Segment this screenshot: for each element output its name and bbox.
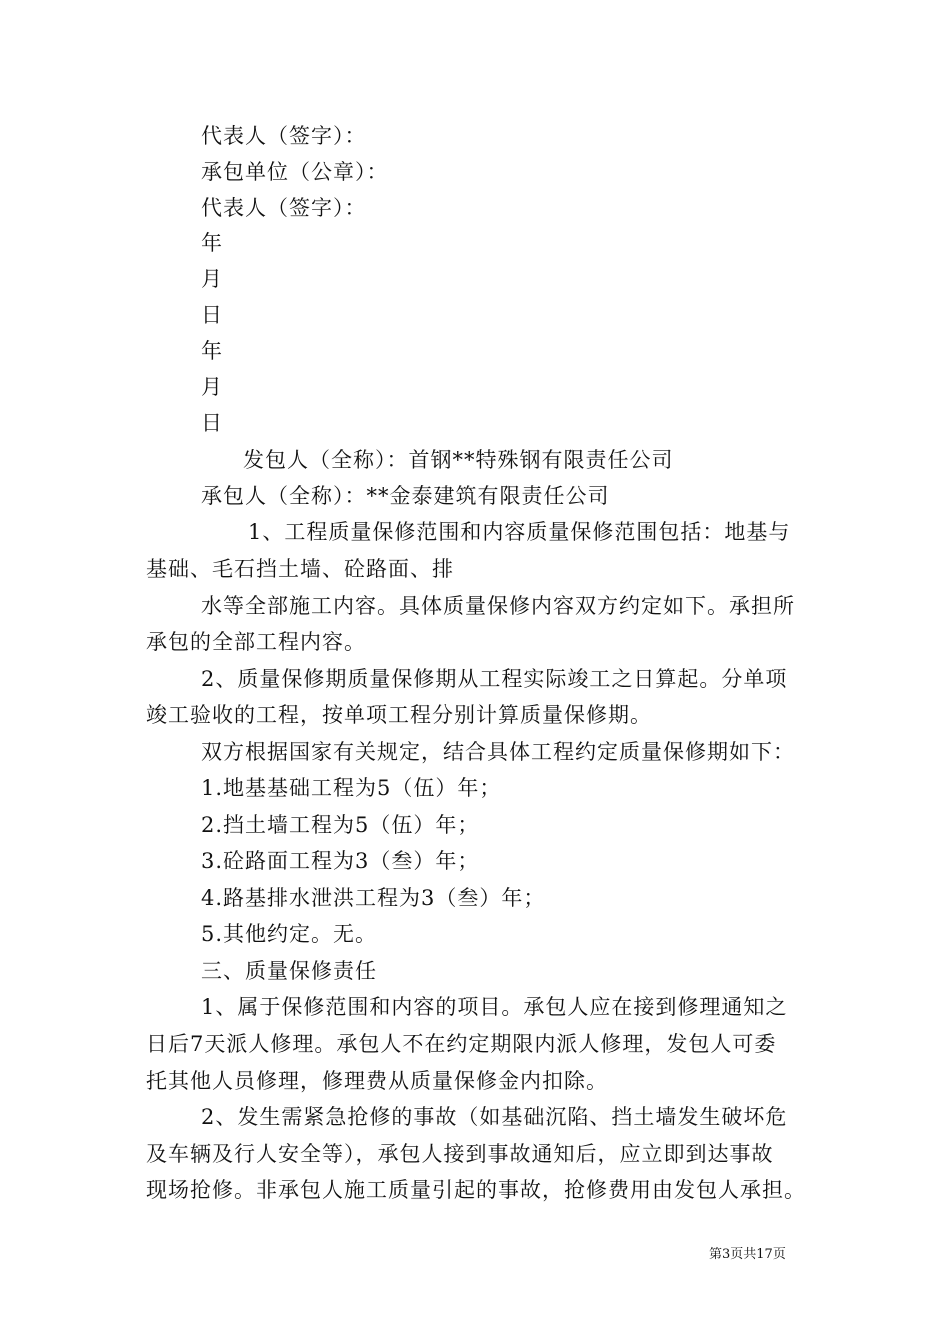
- date-month-2: 月: [201, 375, 223, 399]
- section2-line1: 2、质量保修期质量保修期从工程实际竣工之日算起。分单项: [201, 667, 788, 691]
- date-day-2: 日: [201, 411, 223, 435]
- warranty-item-4: 4.路基排水泄洪工程为3（叁）年；: [201, 886, 546, 910]
- section3-p2-line3: 现场抢修。非承包人施工质量引起的事故，抢修费用由发包人承担。: [146, 1178, 806, 1202]
- section2-line2: 竣工验收的工程，按单项工程分别计算质量保修期。: [146, 703, 652, 727]
- section3-p1-line2: 日后7天派人修理。承包人不在约定期限内派人修理，发包人可委: [146, 1032, 777, 1056]
- warranty-item-1: 1.地基基础工程为5（伍）年；: [201, 776, 502, 800]
- warranty-item-2: 2.挡土墙工程为5（伍）年；: [201, 813, 480, 837]
- representative-signature-1: 代表人（签字）：: [201, 124, 367, 148]
- section2-line3: 双方根据国家有关规定，结合具体工程约定质量保修期如下：: [201, 740, 795, 764]
- section3-p1-line1: 1、属于保修范围和内容的项目。承包人应在接到修理通知之: [201, 995, 788, 1019]
- date-year-1: 年: [201, 231, 223, 255]
- section1-line3: 水等全部施工内容。具体质量保修内容双方约定如下。承担所: [201, 594, 795, 618]
- contractor-unit-seal: 承包单位（公章）：: [201, 160, 389, 184]
- date-month-1: 月: [201, 267, 223, 291]
- section3-heading: 三、质量保修责任: [201, 959, 377, 983]
- warranty-item-3: 3.砼路面工程为3（叁）年；: [201, 849, 480, 873]
- section1-line1: 1、工程质量保修范围和内容质量保修范围包括：地基与: [248, 520, 791, 544]
- section3-p1-line3: 托其他人员修理，修理费从质量保修金内扣除。: [146, 1069, 608, 1093]
- section1-line2: 基础、毛石挡土墙、砼路面、排: [146, 557, 454, 581]
- representative-signature-2: 代表人（签字）：: [201, 196, 367, 220]
- page-number-footer: 第3页共17页: [709, 1247, 786, 1262]
- employer-name: 发包人（全称）：首钢**特殊钢有限责任公司: [243, 448, 674, 472]
- date-year-2: 年: [201, 339, 223, 363]
- section3-p2-line1: 2、发生需紧急抢修的事故（如基础沉陷、挡土墙发生破坏危: [201, 1105, 788, 1129]
- date-day-1: 日: [201, 303, 223, 327]
- warranty-item-5: 5.其他约定。无。: [201, 922, 378, 946]
- contractor-name: 承包人（全称）：**金泰建筑有限责任公司: [201, 484, 610, 508]
- section1-line4: 承包的全部工程内容。: [146, 630, 366, 654]
- section3-p2-line2: 及车辆及行人安全等），承包人接到事故通知后，应立即到达事故: [146, 1142, 774, 1166]
